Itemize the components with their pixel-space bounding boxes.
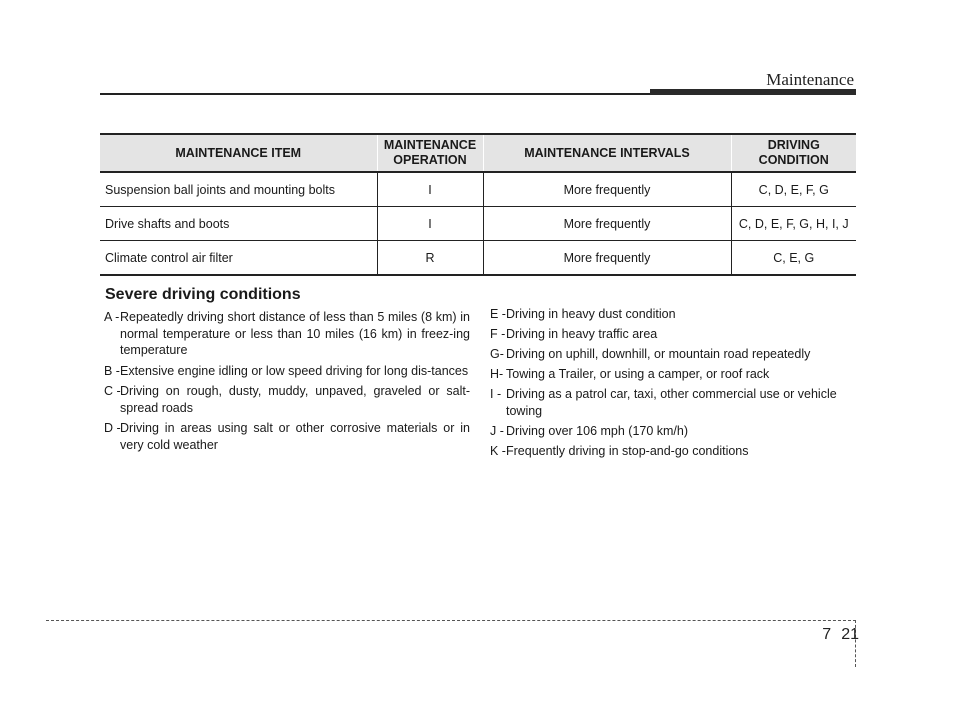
maintenance-table [100,133,856,276]
condition-text: Towing a Trailer, or using a camper, or roof rack [506,367,770,381]
condition-key: G- [490,347,504,361]
chapter-number: 7 [822,626,832,643]
cell-item: Suspension ball joints and mounting bolts [100,172,377,207]
condition-key: C - [104,384,121,398]
condition-text: Driving in heavy dust condition [506,307,676,321]
severe-conditions-list-left [104,309,470,457]
condition-text: Driving as a patrol car, taxi, other commercial use or vehicle towing [506,387,837,418]
condition-key: H- [490,367,504,381]
condition-key: F - [490,327,506,341]
column-header-interval: MAINTENANCE INTERVALS [483,134,731,172]
list-item [490,306,858,323]
condition-text: Driving over 106 mph (170 km/h) [506,423,689,438]
condition-key: K - [490,443,506,458]
column-header-item: MAINTENANCE ITEM [100,134,377,172]
list-item [490,366,858,383]
table-row [100,207,856,241]
cell-operation: R [377,241,483,276]
cell-condition: C, D, E, F, G, H, I, J [731,207,856,241]
cell-condition: C, E, G [731,241,856,276]
page-number [822,626,859,644]
condition-key: B - [104,363,120,378]
list-item [490,326,858,343]
table-header-row [100,134,856,172]
column-header-condition: DRIVING CONDITION [731,134,856,172]
cell-operation: I [377,172,483,207]
condition-text: Driving in areas using salt or other corrosive materials or in very cold weather [120,421,470,452]
condition-key: E - [490,307,506,321]
cell-interval: More frequently [483,241,731,276]
footer-divider [46,620,856,621]
list-item [104,363,470,380]
header-rule [100,93,650,95]
condition-key: J - [490,423,504,438]
list-item [104,309,470,359]
section-title: Maintenance [766,70,854,89]
list-item [490,423,858,440]
condition-text: Driving in heavy traffic area [506,327,658,341]
cell-item: Drive shafts and boots [100,207,377,241]
list-item [490,443,858,460]
condition-text: Extensive engine idling or low speed driving for long dis-tances [120,363,469,378]
cell-operation: I [377,207,483,241]
cell-condition: C, D, E, F, G [731,172,856,207]
condition-text: Frequently driving in stop-and-go conditions [506,443,749,458]
cell-interval: More frequently [483,172,731,207]
list-item [104,383,470,416]
cell-item: Climate control air filter [100,241,377,276]
condition-key: D - [104,421,121,435]
page-in-chapter: 21 [841,626,859,643]
list-item [490,346,858,363]
condition-text: Repeatedly driving short distance of less than 5 miles (8 km) in normal temperature or less than 10 miles (16 km) in freez-ing temperature [120,310,470,357]
cell-interval: More frequently [483,207,731,241]
table-row [100,241,856,276]
table-row [100,172,856,207]
condition-key: A - [104,310,120,324]
list-item [490,386,858,419]
condition-text: Driving on rough, dusty, muddy, unpaved, graveled or salt-spread roads [120,384,470,415]
list-item [104,420,470,453]
severe-conditions-heading: Severe driving conditions [105,286,301,303]
severe-conditions-list-right [490,306,858,463]
column-header-operation: MAINTENANCE OPERATION [377,134,483,172]
condition-text: Driving on uphill, downhill, or mountain road repeatedly [506,347,811,361]
condition-key: I - [490,387,502,401]
header-rule-accent [650,89,856,95]
